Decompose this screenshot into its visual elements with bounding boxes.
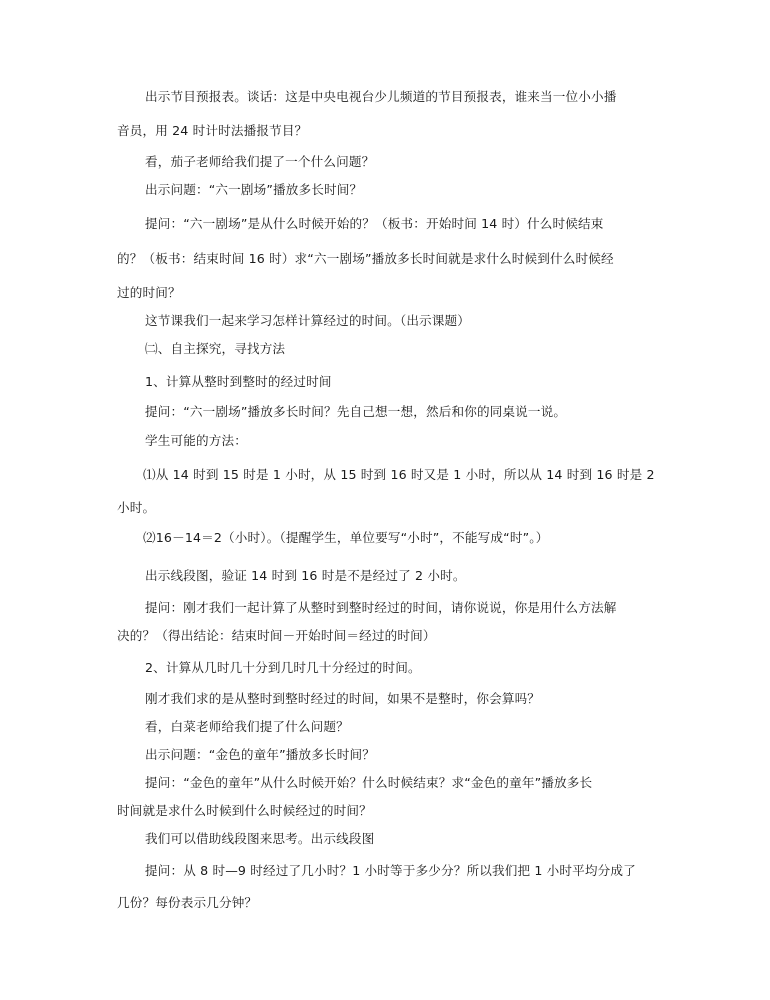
paragraph-ask-discuss: 提问：“六一剧场”播放多长时间？先自己想一想，然后和你的同桌说一说。	[145, 404, 567, 419]
paragraph-hour-minutes-line-1: 提问：从 8 时—9 时经过了几小时？1 小时等于多少分？所以我们把 1 小时平均分成了	[145, 863, 636, 878]
paragraph-ask-start-end-line-2: 的？（板书：结束时间 16 时）求“六一剧场”播放多长时间就是求什么时候到什么时候经	[117, 251, 614, 266]
method-1-line-2: 小时。	[117, 500, 156, 515]
paragraph-lesson-topic: 这节课我们一起来学习怎样计算经过的时间。（出示课题）	[145, 313, 471, 328]
paragraph-use-line-diagram: 我们可以借助线段图来思考。出示线段图	[145, 831, 375, 846]
paragraph-show-question-61: 出示问题：“六一剧场”播放多长时间？	[145, 182, 363, 197]
paragraph-conclusion-line-2: 决的？（得出结论：结束时间－开始时间＝经过的时间）	[117, 628, 436, 643]
paragraph-possible-methods: 学生可能的方法：	[145, 433, 247, 448]
paragraph-show-question-golden: 出示问题：“金色的童年”播放多长时间？	[145, 747, 375, 762]
paragraph-conclusion-line-1: 提问：刚才我们一起计算了从整时到整时经过的时间，请你说说，你是用什么方法解	[145, 600, 617, 615]
method-1-line-1: ⑴从 14 时到 15 时是 1 小时，从 15 时到 16 时又是 1 小时，所以从 14 时到 16 时是 2	[143, 467, 655, 482]
paragraph-cabbage-teacher-question: 看，白菜老师给我们提了什么问题？	[145, 719, 349, 734]
paragraph-line-diagram-verify: 出示线段图，验证 14 时到 16 时是不是经过了 2 小时。	[145, 568, 466, 583]
method-2: ⑵16－14＝2（小时）。（提醒学生，单位要写“小时”，不能写成“时”。）	[143, 530, 549, 545]
subheading-whole-hour: 1、计算从整时到整时的经过时间	[145, 374, 332, 389]
paragraph-program-table-line-2: 音员，用 24 时计时法播报节目？	[117, 123, 308, 138]
paragraph-program-table-line-1: 出示节目预报表。谈话：这是中央电视台少儿频道的节目预报表，谁来当一位小小播	[145, 89, 617, 104]
paragraph-eggplant-teacher-question: 看，茄子老师给我们提了一个什么问题？	[145, 154, 375, 169]
paragraph-golden-ask-line-2: 时间就是求什么时候到什么时候经过的时间？	[117, 803, 372, 818]
paragraph-not-whole-hour: 刚才我们求的是从整时到整时经过的时间，如果不是整时，你会算吗？	[145, 691, 541, 706]
section-heading-explore: ㈡、自主探究，寻找方法	[145, 341, 286, 356]
paragraph-hour-minutes-line-2: 几份？每份表示几分钟？	[117, 895, 258, 910]
paragraph-ask-start-end-line-1: 提问：“六一剧场”是从什么时候开始的？（板书：开始时间 14 时）什么时候结束	[145, 216, 604, 231]
paragraph-ask-start-end-line-3: 过的时间？	[117, 285, 181, 300]
subheading-minutes: 2、计算从几时几十分到几时几十分经过的时间。	[145, 660, 421, 675]
paragraph-golden-ask-line-1: 提问：“金色的童年”从什么时候开始？什么时候结束？求“金色的童年”播放多长	[145, 775, 593, 790]
